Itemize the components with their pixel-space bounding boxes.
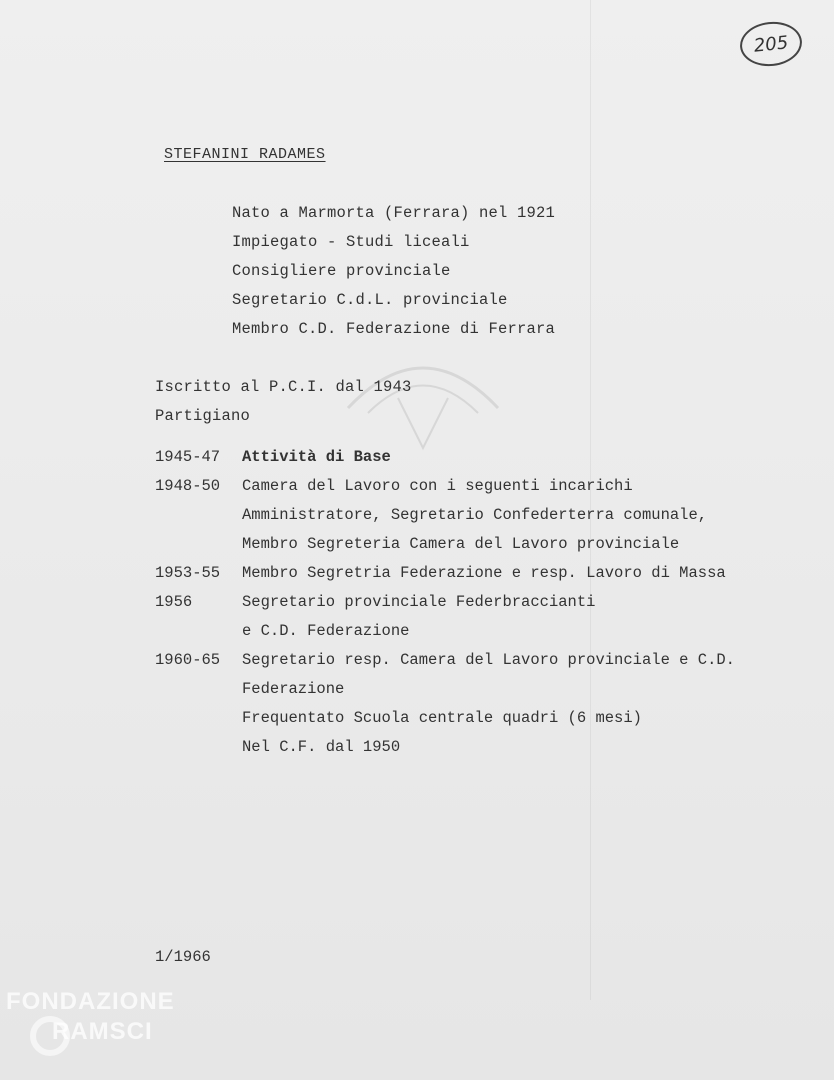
watermark-seal: [338, 338, 508, 458]
career-line: Nel C.F. dal 1950: [242, 738, 401, 756]
career-line: Segretario provinciale Federbraccianti: [242, 593, 596, 611]
career-line: Membro Segretria Federazione e resp. Lavoro di Massa: [242, 564, 726, 582]
career-line: Segretario resp. Camera del Lavoro provinciale e C.D.: [242, 651, 735, 669]
info-line: Nato a Marmorta (Ferrara) nel 1921: [232, 204, 556, 222]
career-line: Attività di Base: [242, 448, 391, 466]
career-line: Amministratore, Segretario Confederterra comunale,: [242, 506, 708, 524]
career-line: Membro Segreteria Camera del Lavoro provinciale: [242, 535, 680, 553]
career-line: e C.D. Federazione: [242, 622, 410, 640]
party-line: Iscritto al P.C.I. dal 1943: [155, 378, 412, 396]
career-line: Camera del Lavoro con i seguenti incarichi: [242, 477, 633, 495]
logo-text-line1: FONDAZIONE: [6, 988, 175, 1015]
document-date: 1/1966: [155, 948, 211, 966]
party-line: Partigiano: [155, 407, 251, 425]
career-line: Frequentato Scuola centrale quadri (6 mesi): [242, 709, 642, 727]
page-number-stamp: 205: [738, 19, 804, 69]
career-year: 1948-50: [155, 477, 221, 495]
info-line: Membro C.D. Federazione di Ferrara: [232, 320, 556, 338]
career-year: 1960-65: [155, 651, 221, 669]
fondazione-gramsci-logo: [0, 990, 210, 1070]
career-year: 1953-55: [155, 564, 221, 582]
career-line: Federazione: [242, 680, 345, 698]
paper-fold: [590, 0, 591, 1000]
career-year: 1956: [155, 593, 193, 611]
info-line: Consigliere provinciale: [232, 262, 451, 280]
career-year: 1945-47: [155, 448, 221, 466]
logo-text-line2: RAMSCI: [52, 1018, 153, 1045]
info-line: Impiegato - Studi liceali: [232, 233, 470, 251]
info-line: Segretario C.d.L. provinciale: [232, 291, 508, 309]
person-name-heading: STEFANINI RADAMES: [164, 146, 326, 163]
